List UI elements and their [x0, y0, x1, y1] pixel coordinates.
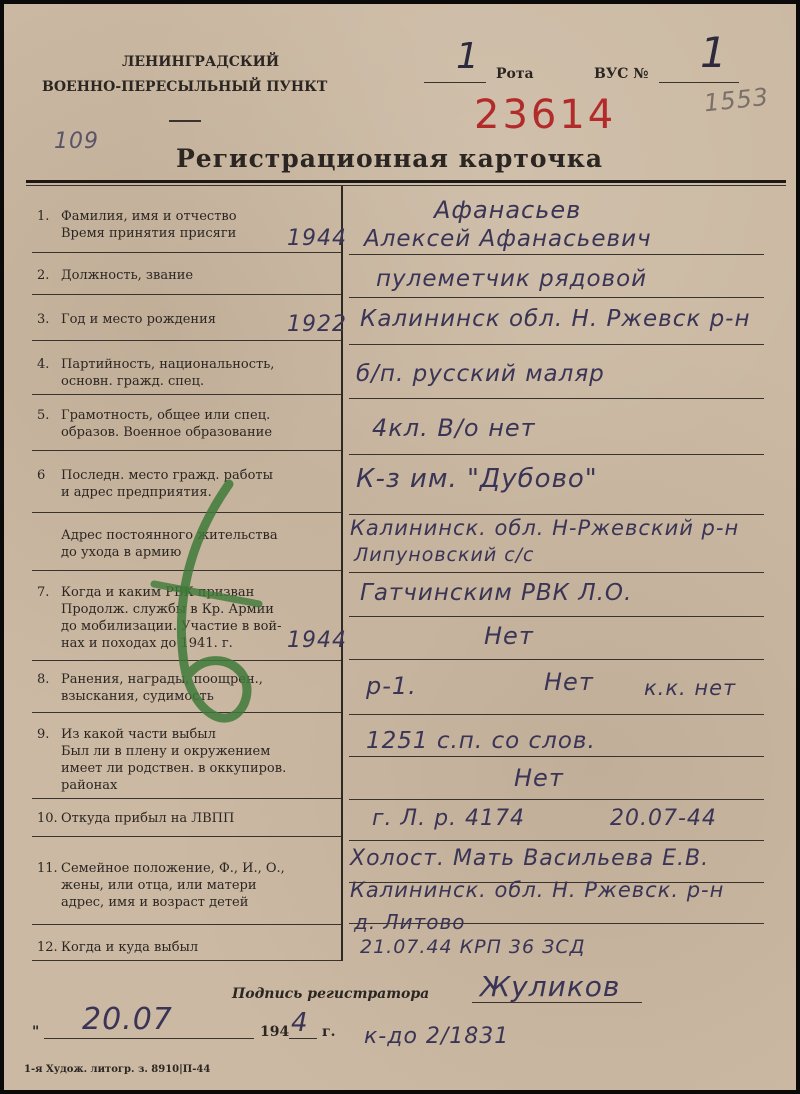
question-text: Время принятия присяги: [61, 226, 237, 241]
year-prefix: 194: [260, 1024, 290, 1040]
title-rule-top: [26, 180, 786, 183]
answer-punishments: к.к. нет: [644, 676, 737, 700]
question-text: нах и походах до 1941. г.: [61, 636, 233, 651]
vus-value: 1: [700, 28, 728, 77]
printer-line: 1-я Худож. литогр. з. 8910|П-44: [24, 1064, 211, 1075]
answer-departure: 21.07.44 КРП 36 ЗСД: [360, 936, 586, 958]
answer-birth-year: 1922: [287, 312, 347, 337]
rota-value: 1: [456, 36, 480, 77]
question-text: Адрес постоянного жительства: [61, 528, 278, 543]
question-number: 9.: [37, 727, 50, 742]
row-separator: [32, 294, 341, 295]
question-text: Фамилия, имя и отчество: [61, 209, 237, 224]
year-suffix: г.: [322, 1024, 336, 1040]
question-4: [37, 356, 274, 390]
column-divider: [341, 186, 343, 961]
question-text: адрес, имя и возраст детей: [61, 895, 249, 910]
question-3: [37, 311, 216, 328]
vus-label: ВУС №: [594, 66, 649, 82]
question-text: Грамотность, общее или спец.: [61, 408, 271, 423]
answer-awards: Нет: [544, 668, 594, 696]
question-number: 5.: [37, 408, 50, 423]
answer-birth-place: Калининск обл. Н. Ржевск р-н: [360, 306, 751, 332]
answer-captivity: Нет: [514, 764, 564, 792]
question-text: Был ли в плену и окружением: [61, 744, 271, 759]
question-5: [37, 407, 272, 441]
row-separator: [32, 836, 341, 837]
answer-line: [349, 297, 764, 298]
right-mark: 1553: [702, 82, 771, 118]
answer-wounds: р-1.: [366, 672, 417, 700]
answer-line: [349, 344, 764, 345]
row-separator: [32, 394, 341, 395]
answer-line: [349, 572, 764, 573]
registrar-signature: Жуликов: [480, 970, 621, 1003]
answer-position-rank: пулеметчик рядовой: [376, 266, 648, 292]
question-number: 1.: [37, 209, 50, 224]
answer-arrived-from: г. Л. р. 4174: [372, 806, 526, 831]
answer-line: [349, 714, 764, 715]
question-text: Год и место рождения: [61, 312, 216, 327]
registration-card: [4, 4, 796, 1090]
question-number: 4.: [37, 357, 50, 372]
registrar-label: Подпись регистратора: [232, 986, 430, 1002]
question-text: Из какой части выбыл: [61, 727, 216, 742]
question-number: 3.: [37, 312, 50, 327]
question-number: 7.: [37, 585, 50, 600]
answer-service: Нет: [484, 622, 534, 650]
question-12: [37, 939, 198, 956]
rota-blank-line: [424, 82, 486, 83]
answer-address-line2: Липуновский с/с: [354, 544, 535, 566]
question-text: Семейное положение, Ф., И., О.,: [61, 861, 285, 876]
answer-party-nation: б/п. русский маляр: [356, 361, 605, 387]
date-quote-mark: ": [32, 1024, 40, 1040]
corner-mark: 109: [54, 129, 99, 154]
question-text: основн. гражд. спец.: [61, 374, 205, 389]
answer-line: [349, 454, 764, 455]
title-rule-bottom: [26, 185, 786, 186]
question-text: до мобилизации. Участие в вой-: [61, 619, 282, 634]
question-number: 2.: [37, 268, 50, 283]
question-text: Партийность, национальность,: [61, 357, 275, 372]
date-blank-line: [44, 1038, 254, 1039]
question-1: [37, 208, 237, 242]
question-text: Когда и куда выбыл: [61, 940, 199, 955]
question-text: Продолж. службы в Кр. Армии: [61, 602, 274, 617]
question-text: Откуда прибыл на ЛВПП: [61, 811, 235, 826]
header-dash: [169, 120, 201, 122]
question-11: [37, 860, 285, 911]
answer-family-line1: Холост. Мать Васильева Е.В.: [350, 846, 710, 871]
org-name-line1: ЛЕНИНГРАДСКИЙ: [122, 54, 280, 70]
answer-line: [349, 254, 764, 255]
answer-line: [349, 514, 764, 515]
vus-blank-line: [659, 82, 739, 83]
answer-drafted: Гатчинским РВК Л.О.: [360, 580, 633, 606]
question-text: Ранения, награды, поощрен.,: [61, 672, 263, 687]
question-text: жены, или отца, или матери: [61, 878, 257, 893]
question-text: районах: [61, 778, 118, 793]
question-10: [37, 810, 234, 827]
question-text: взыскания, судимость: [61, 689, 214, 704]
answer-line: [349, 799, 764, 800]
answer-line: [349, 840, 764, 841]
footer-note: к-до 2/1831: [364, 1024, 510, 1049]
row-separator: [32, 340, 341, 341]
row-separator: [32, 960, 341, 961]
answer-last-work: К-з им. "Дубово": [356, 464, 598, 494]
question-number: 10.: [37, 811, 58, 826]
question-text: Когда и каким РВК призван: [61, 585, 255, 600]
question-number: 8.: [37, 672, 50, 687]
answer-line: [349, 659, 764, 660]
answer-unit: 1251 с.п. со слов.: [366, 728, 596, 754]
answer-arrived-date: 20.07-44: [610, 806, 717, 831]
question-text: Последн. место гражд. работы: [61, 468, 273, 483]
question-text: до ухода в армию: [61, 545, 182, 560]
answer-service-year: 1944: [287, 628, 347, 653]
row-separator: [32, 924, 341, 925]
row-separator: [32, 798, 341, 799]
rota-label: Рота: [496, 66, 534, 82]
date-day-value: 20.07: [82, 1002, 173, 1037]
year-digit-value: 4: [291, 1008, 309, 1038]
year-blank-line: [289, 1038, 317, 1039]
answer-oath-year: 1944: [287, 226, 347, 251]
answer-name-patronymic: Алексей Афанасьевич: [364, 226, 652, 252]
registration-stamp-number: 23614: [474, 92, 617, 138]
green-pencil-mark: [134, 474, 274, 774]
org-name-line2: ВОЕННО-ПЕРЕСЫЛЬНЫЙ ПУНКТ: [42, 79, 328, 95]
question-text: имеет ли родствен. в оккупиров.: [61, 761, 287, 776]
card-title: Регистрационная карточка: [176, 144, 604, 173]
row-separator: [32, 450, 341, 451]
answer-family-line3: д. Литово: [354, 910, 466, 934]
question-2: [37, 267, 193, 284]
question-number: 12.: [37, 940, 58, 955]
answer-line: [349, 616, 764, 617]
answer-education: 4кл. В/о нет: [372, 414, 536, 442]
answer-line: [349, 756, 764, 757]
answer-surname: Афанасьев: [434, 196, 582, 224]
question-text: Должность, звание: [61, 268, 194, 283]
row-separator: [32, 252, 341, 253]
answer-address-line1: Калининск. обл. Н-Ржевский р-н: [350, 516, 740, 540]
answer-family-line2: Калининск. обл. Н. Ржевск. р-н: [350, 878, 725, 902]
question-number: 11.: [37, 861, 58, 876]
question-text: и адрес предприятия.: [61, 485, 212, 500]
question-text: образов. Военное образование: [61, 425, 273, 440]
answer-line: [349, 398, 764, 399]
question-number: 6: [37, 468, 46, 483]
